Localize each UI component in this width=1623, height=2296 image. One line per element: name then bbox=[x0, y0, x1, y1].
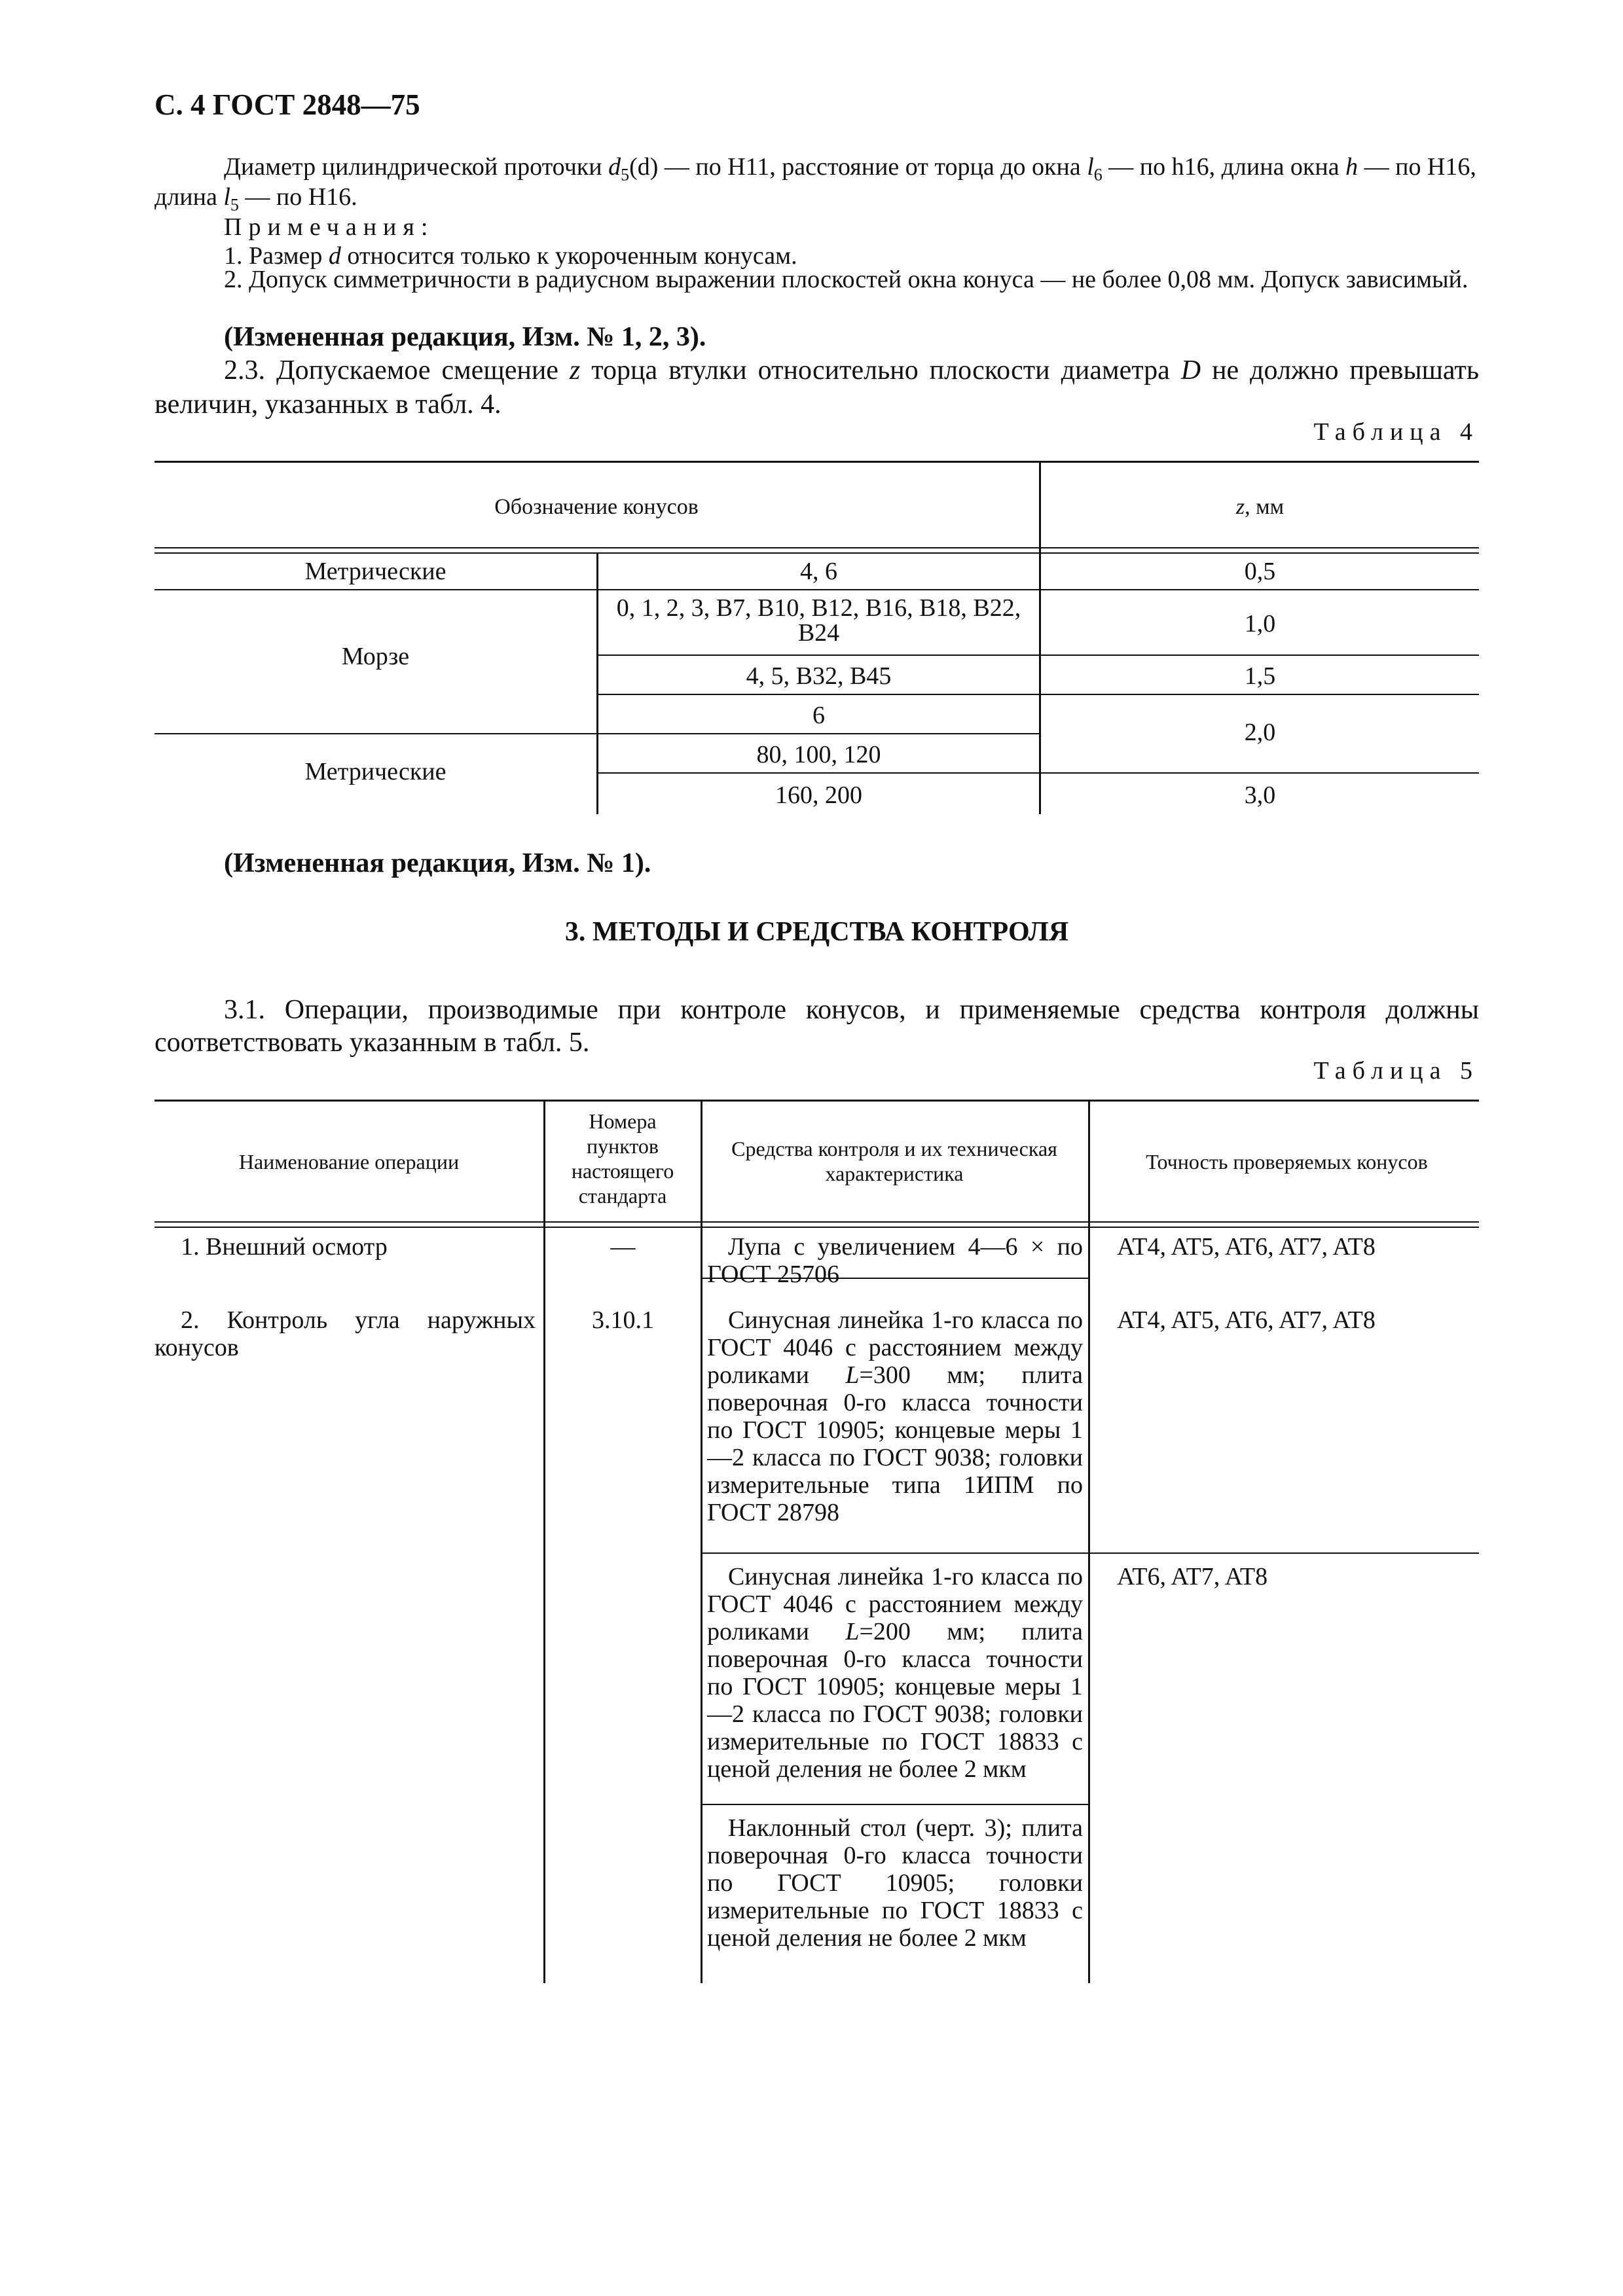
t5-row1-items: — bbox=[610, 1233, 636, 1261]
t5-header-means: Средства контроля и их техническая характеристика bbox=[731, 1137, 1057, 1185]
t4-designation: 0, 1, 2, 3, B7, B10, B12, B16, B18, B22, B24 bbox=[616, 594, 1021, 647]
t4-designation: 6 bbox=[812, 702, 825, 729]
t5-row2-means-3: Наклонный стол (черт. 3); плита поверочная 0-го класса точности по ГОСТ 10905; головки измерительные по ГОСТ 18833 с ценой деления не более 2 мкм bbox=[707, 1814, 1083, 1952]
notes-heading: Примечания: bbox=[224, 213, 435, 241]
t4-designation: 4, 5, B32, B45 bbox=[746, 662, 892, 690]
t5-row2-means-2: Синусная линейка 1-го класса по ГОСТ 4046 с расстоянием между роликами L=200 мм; плита поверочная 0-го класса точности по ГОСТ 10905; концевые меры 1—2 класса по ГОСТ 9038; головки измерительные по ГОСТ 18833 с ценой деления не более 2 мкм bbox=[707, 1563, 1083, 1783]
t5-row2-means-1: Синусная линейка 1-го класса по ГОСТ 4046 с расстоянием между роликами L=300 мм; плита поверочная 0-го класса точности по ГОСТ 10905; концевые меры 1—2 класса по ГОСТ 9038; головки измерительные типа 1ИПМ по ГОСТ 28798 bbox=[707, 1306, 1083, 1526]
revision-note-2: (Измененная редакция, Изм. № 1). bbox=[224, 848, 651, 878]
revision-note-1: (Измененная редакция, Изм. № 1, 2, 3). bbox=[224, 322, 706, 352]
t4-z-value: 1,5 bbox=[1244, 662, 1276, 690]
t4-designation: 4, 6 bbox=[800, 558, 837, 585]
t4-z-value: 2,0 bbox=[1244, 719, 1276, 746]
section-3-title: 3. МЕТОДЫ И СРЕДСТВА КОНТРОЛЯ bbox=[564, 917, 1069, 947]
t4-header-z: z, мм bbox=[1235, 495, 1285, 519]
t5-row1-means: Лупа с увеличением 4—6 × по ГОСТ 25706 bbox=[707, 1233, 1083, 1288]
t5-row1-accuracy: AT4, AT5, AT6, AT7, AT8 bbox=[1117, 1233, 1376, 1261]
t5-header-operation: Наименование операции bbox=[238, 1150, 460, 1174]
t5-header-accuracy: Точность проверяемых конусов bbox=[1146, 1150, 1428, 1174]
clause-3-1: 3.1. Операции, производимые при контроле конусов, и применяемые средства контроля должны соответствовать указанным в табл. 5. bbox=[155, 995, 1479, 1058]
clause-2-3: 2.3. Допускаемое смещение z торца втулки относительно плоскости диаметра D не должно превышать величин, указанных в табл. 4. bbox=[155, 355, 1479, 420]
t4-group-morse: Морзе bbox=[341, 643, 410, 670]
t4-header-designation: Обозначение конусов bbox=[494, 495, 699, 519]
t5-row2-operation: 2. Контроль угла наружных конусов bbox=[155, 1306, 536, 1361]
t4-z-value: 0,5 bbox=[1244, 558, 1276, 585]
t5-row2-accuracy-1: AT4, AT5, AT6, AT7, AT8 bbox=[1117, 1306, 1376, 1334]
t4-z-value: 3,0 bbox=[1244, 781, 1276, 809]
t4-designation: 160, 200 bbox=[775, 781, 862, 809]
t4-group-metric-1: Метрические bbox=[304, 558, 447, 585]
t5-row2-accuracy-2: AT6, AT7, AT8 bbox=[1117, 1563, 1268, 1590]
note-2: 2. Допуск симметричности в радиусном выражении плоскостей окна конуса — не более 0,08 мм. Допуск зависимый. bbox=[224, 266, 1468, 293]
t4-group-metric-2: Метрические bbox=[304, 758, 447, 785]
note-1: 1. Размер d относится только к укороченным конусам. bbox=[224, 242, 797, 270]
table4-caption: Таблица 4 bbox=[1313, 418, 1479, 446]
page-header: С. 4 ГОСТ 2848—75 bbox=[155, 88, 420, 121]
t4-designation: 80, 100, 120 bbox=[756, 741, 881, 768]
t4-z-value: 1,0 bbox=[1244, 610, 1276, 637]
intro-paragraph: Диаметр цилиндрической проточки $d_5(d)$ — по H11, расстояние от торца до окна $l_6$ — по h16, длина окна h — по H16, длина $l_5$ — по H16. bbox=[155, 153, 1476, 215]
t5-row2-items: 3.10.1 bbox=[592, 1306, 654, 1334]
t5-header-items: Номера пунктов настоящего стандарта bbox=[571, 1109, 674, 1208]
t5-row1-operation: 1. Внешний осмотр bbox=[181, 1233, 388, 1261]
table5-caption: Таблица 5 bbox=[1313, 1057, 1479, 1085]
